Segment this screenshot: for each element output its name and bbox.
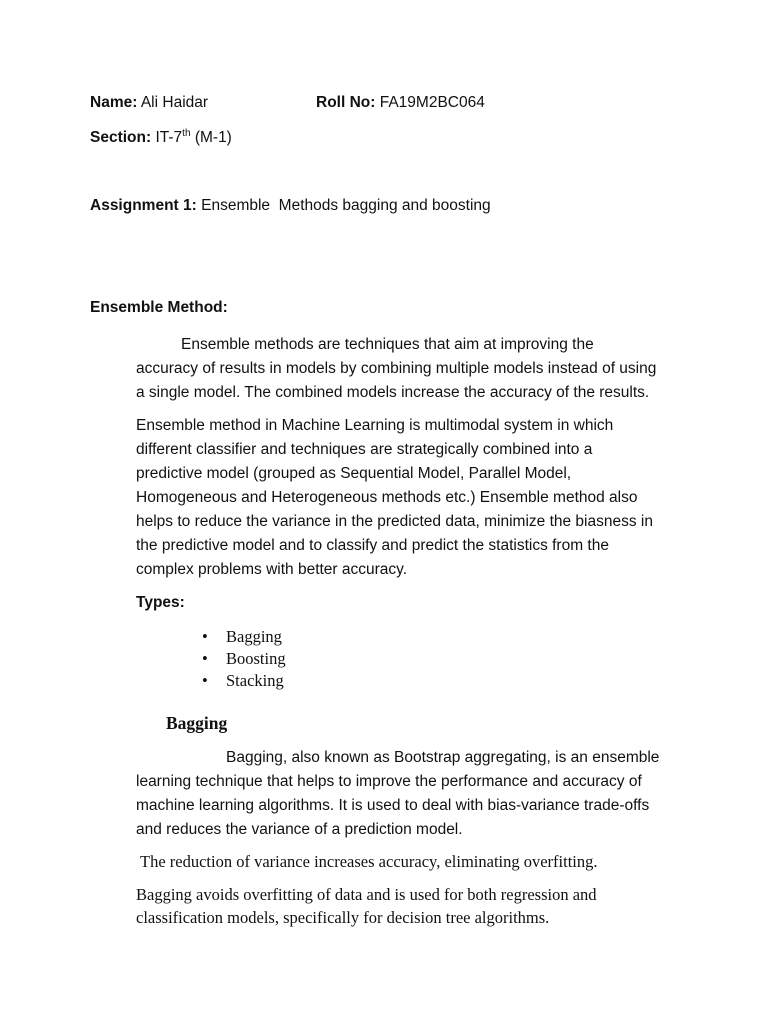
assignment-label: Assignment 1:: [90, 197, 197, 214]
types-list: [200, 626, 286, 692]
list-item-label: Bagging: [226, 627, 282, 646]
name-value: Ali Haidar: [140, 94, 209, 111]
bagging-paragraph-3: [136, 883, 696, 929]
section-value-suffix: (M-1): [194, 129, 232, 146]
paragraph-line: Ensemble method in Machine Learning is multimodal system in which: [136, 417, 614, 434]
paragraph-line: classification models, specifically for decision tree algorithms.: [136, 908, 550, 927]
list-item: [200, 670, 286, 692]
paragraph-line: Bagging, also known as Bootstrap aggregating, is an ensemble: [226, 749, 660, 766]
paragraph-line: the predictive model and to classify and predict the statistics from the: [136, 537, 609, 554]
paragraph-line: learning technique that helps to improve the performance and accuracy of: [136, 773, 642, 790]
paragraph-line: The reduction of variance increases accuracy, eliminating overfitting.: [140, 852, 598, 871]
paragraph-line: complex problems with better accuracy.: [136, 561, 408, 578]
list-item: [200, 648, 286, 670]
list-item-label: Stacking: [226, 671, 284, 690]
assignment-title: Ensemble Methods bagging and boosting: [201, 197, 491, 214]
paragraph-line: helps to reduce the variance in the predicted data, minimize the biasness in: [136, 513, 653, 530]
paragraph-line: Homogeneous and Heterogeneous methods etc.) Ensemble method also: [136, 489, 638, 506]
paragraph-line: machine learning algorithms. It is used to deal with bias-variance trade-offs: [136, 797, 650, 814]
name-label: Name:: [90, 94, 138, 111]
bagging-paragraph-1: [136, 746, 696, 842]
roll-number-line: [316, 94, 485, 112]
roll-label: Roll No:: [316, 94, 376, 111]
paragraph-line: accuracy of results in models by combining multiple models instead of using: [136, 360, 657, 377]
paragraph-line: and reduces the variance of a prediction model.: [136, 821, 463, 838]
list-item-label: Boosting: [226, 649, 286, 668]
list-item: [200, 626, 286, 648]
paragraph-line: different classifier and techniques are strategically combined into a: [136, 441, 593, 458]
bagging-paragraph-2: [140, 850, 700, 873]
bagging-heading: Bagging: [166, 713, 228, 733]
paragraph-line: Ensemble methods are techniques that aim at improving the: [181, 336, 594, 353]
paragraph-line: a single model. The combined models increase the accuracy of the results.: [136, 384, 650, 401]
bullet-icon: •: [202, 649, 208, 668]
paragraph-line: predictive model (grouped as Sequential Model, Parallel Model,: [136, 465, 572, 482]
bullet-icon: •: [202, 627, 208, 646]
section-value-prefix: IT-7: [155, 129, 183, 146]
section-label: Section:: [90, 129, 152, 146]
types-heading: Types:: [136, 594, 185, 611]
section-line: [90, 129, 232, 147]
ensemble-method-heading: Ensemble Method:: [90, 299, 228, 316]
name-line: [90, 94, 208, 112]
section-value-sup: th: [182, 127, 191, 139]
ensemble-paragraph-2: [136, 414, 696, 582]
bullet-icon: •: [202, 671, 208, 690]
assignment-line: [90, 197, 491, 215]
paragraph-line: Bagging avoids overfitting of data and is used for both regression and: [136, 885, 597, 904]
ensemble-paragraph-1: [136, 333, 696, 405]
roll-value: FA19M2BC064: [379, 94, 485, 111]
